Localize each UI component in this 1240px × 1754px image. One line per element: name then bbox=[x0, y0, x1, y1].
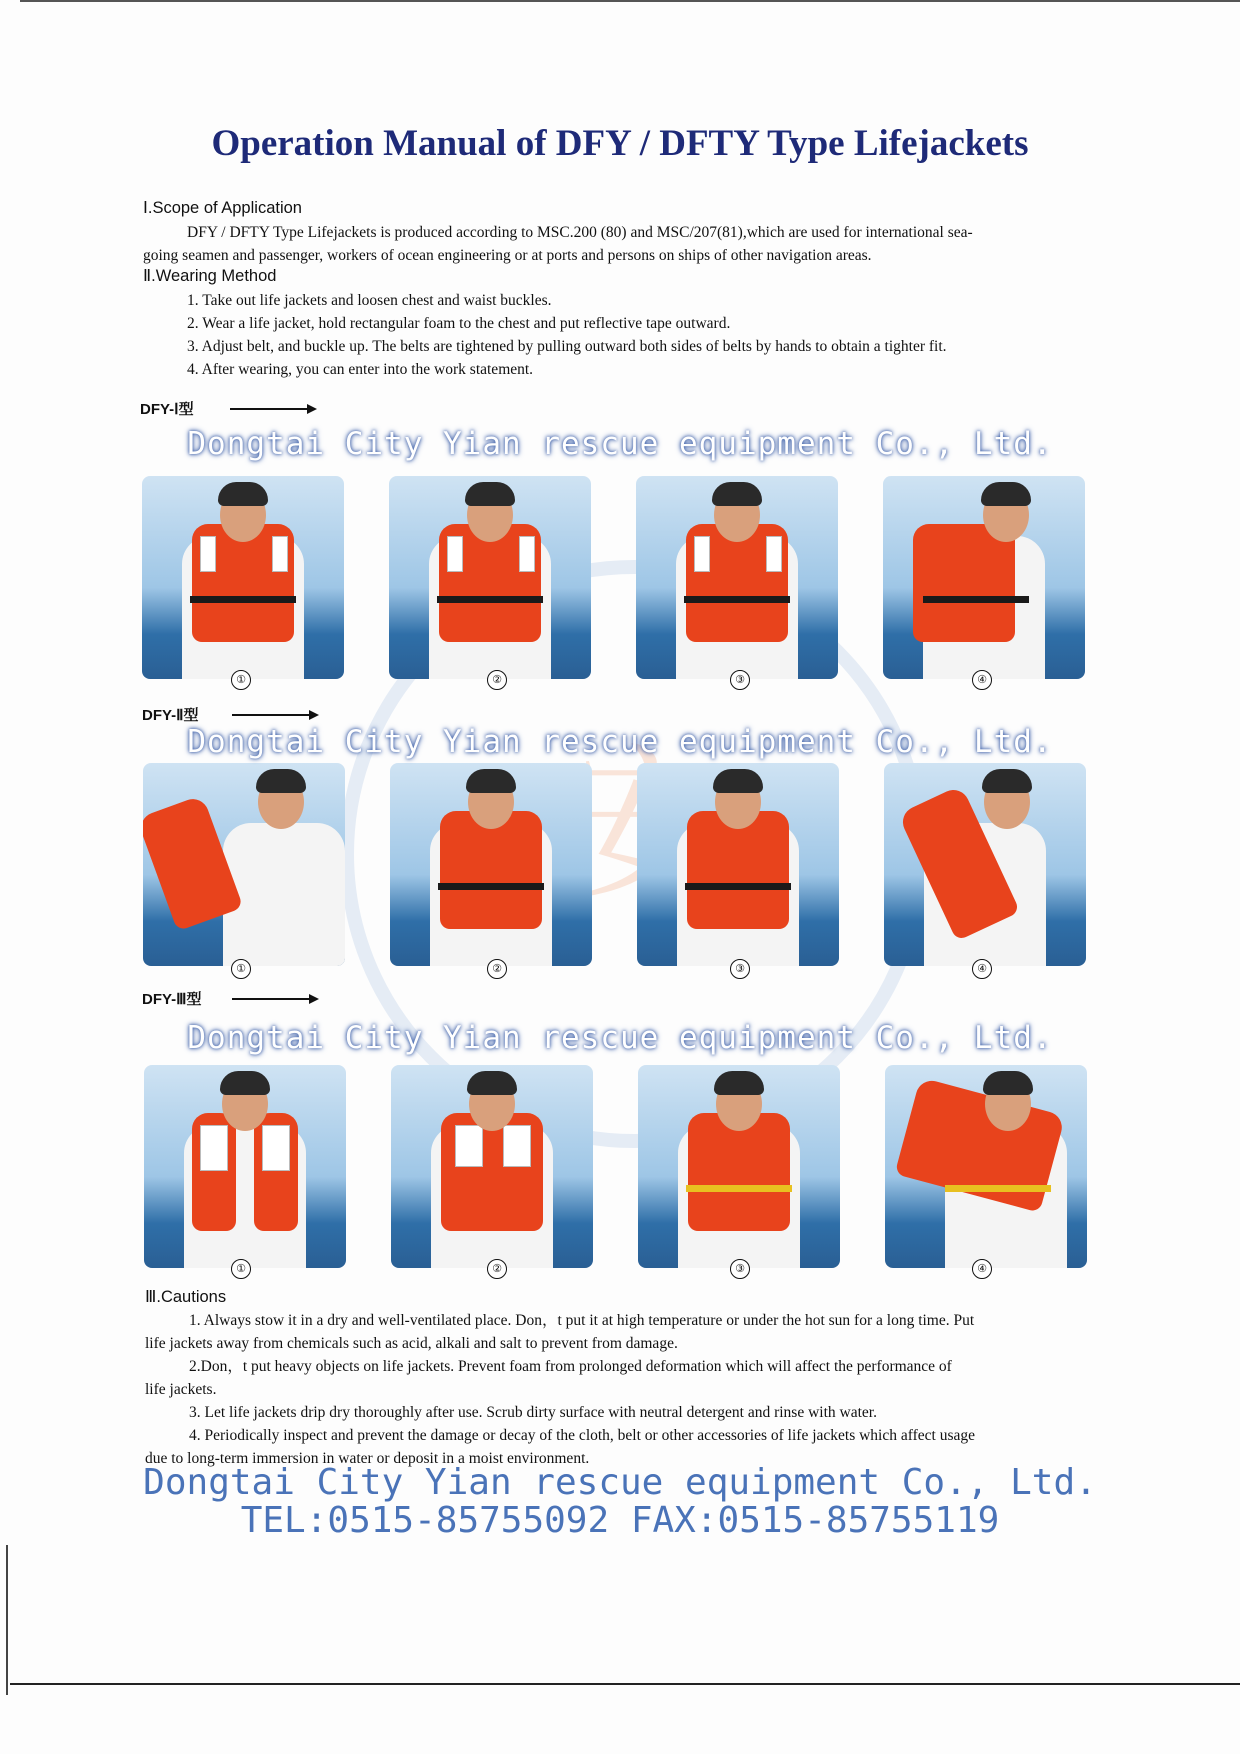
scope-heading: Ⅰ.Scope of Application bbox=[143, 199, 302, 217]
scope-paragraph bbox=[143, 221, 1093, 267]
photo-dfy1-step1 bbox=[142, 476, 344, 679]
wearing-step: 3. Adjust belt, and buckle up. The belts are tightened by pulling outward both sides of belts by hands to obtain a tighter fit. bbox=[187, 338, 947, 355]
watermark-text: Dongtai City Yian rescue equipment Co., Ltd. bbox=[187, 426, 1053, 462]
step-number: ④ bbox=[972, 670, 992, 690]
photo-dfy2-step4 bbox=[884, 763, 1086, 966]
caution-line: 3. Let life jackets drip dry thoroughly after use. Scrub dirty surface with neutral detergent and rinse with water. bbox=[189, 1404, 877, 1421]
scope-line: going seamen and passenger, workers of ocean engineering or at ports and persons on ships of other navigation areas. bbox=[143, 247, 872, 264]
photo-dfy2-step1 bbox=[143, 763, 345, 966]
caution-line: 2.Don，t put heavy objects on life jackets. Prevent foam from prolonged deformation which will affect the performance of bbox=[189, 1358, 952, 1375]
arrow-icon bbox=[230, 408, 315, 410]
photo-dfy3-step4 bbox=[885, 1065, 1087, 1268]
bottom-border-line bbox=[10, 1683, 1240, 1685]
step-number: ③ bbox=[730, 1259, 750, 1279]
step-number: ① bbox=[231, 1259, 251, 1279]
photo-dfy3-step1 bbox=[144, 1065, 346, 1268]
photo-dfy1-step2 bbox=[389, 476, 591, 679]
wearing-heading: Ⅱ.Wearing Method bbox=[143, 267, 277, 285]
cautions-heading: Ⅲ.Cautions bbox=[145, 1288, 227, 1306]
step-number: ③ bbox=[730, 959, 750, 979]
footer-contact: TEL:0515-85755092 FAX:0515-85755119 bbox=[240, 1500, 1000, 1541]
step-number: ② bbox=[487, 670, 507, 690]
type-label-dfy-3: DFY-Ⅲ型 bbox=[142, 991, 202, 1008]
photo-dfy3-step2 bbox=[391, 1065, 593, 1268]
top-border-line bbox=[20, 0, 1240, 2]
footer-company-name: Dongtai City Yian rescue equipment Co., Ltd. bbox=[143, 1462, 1097, 1503]
caution-line: life jackets. bbox=[145, 1381, 217, 1398]
arrow-icon bbox=[232, 714, 317, 716]
photo-dfy1-step3 bbox=[636, 476, 838, 679]
step-number: ② bbox=[487, 959, 507, 979]
caution-line: 1. Always stow it in a dry and well-ventilated place. Don，t put it at high temperature or under the hot sun for a long time. Put bbox=[189, 1312, 975, 1329]
step-number: ③ bbox=[730, 670, 750, 690]
scope-line: DFY / DFTY Type Lifejackets is produced according to MSC.200 (80) and MSC/207(81),which are used for international sea- bbox=[187, 224, 973, 241]
caution-line: due to long-term immersion in water or deposit in a moist environment. bbox=[145, 1450, 590, 1467]
step-number: ① bbox=[231, 959, 251, 979]
watermark-text: Dongtai City Yian rescue equipment Co., Ltd. bbox=[187, 724, 1053, 760]
step-number: ④ bbox=[972, 959, 992, 979]
type-label-dfy-2: DFY-Ⅱ型 bbox=[142, 707, 199, 724]
scan-edge-line bbox=[6, 1545, 8, 1695]
page-title: Operation Manual of DFY / DFTY Type Lifejackets bbox=[211, 123, 1029, 164]
caution-line: life jackets away from chemicals such as acid, alkali and salt to prevent from damage. bbox=[145, 1335, 678, 1352]
wearing-step: 2. Wear a life jacket, hold rectangular foam to the chest and put reflective tape outward. bbox=[187, 315, 731, 332]
wearing-step: 4. After wearing, you can enter into the work statement. bbox=[187, 361, 534, 378]
wearing-step: 1. Take out life jackets and loosen chest and waist buckles. bbox=[187, 292, 552, 309]
photo-dfy3-step3 bbox=[638, 1065, 840, 1268]
photo-dfy1-step4 bbox=[883, 476, 1085, 679]
step-number: ④ bbox=[972, 1259, 992, 1279]
arrow-icon bbox=[232, 998, 317, 1000]
watermark-text: Dongtai City Yian rescue equipment Co., Ltd. bbox=[187, 1020, 1053, 1056]
type-label-dfy-1: DFY-Ⅰ型 bbox=[140, 401, 194, 418]
caution-line: 4. Periodically inspect and prevent the damage or decay of the cloth, belt or other accessories of life jackets which affect usage bbox=[189, 1427, 976, 1444]
photo-dfy2-step3 bbox=[637, 763, 839, 966]
photo-dfy2-step2 bbox=[390, 763, 592, 966]
wearing-steps bbox=[187, 289, 1107, 381]
cautions-paragraph bbox=[145, 1309, 1095, 1470]
step-number: ① bbox=[231, 670, 251, 690]
step-number: ② bbox=[487, 1259, 507, 1279]
